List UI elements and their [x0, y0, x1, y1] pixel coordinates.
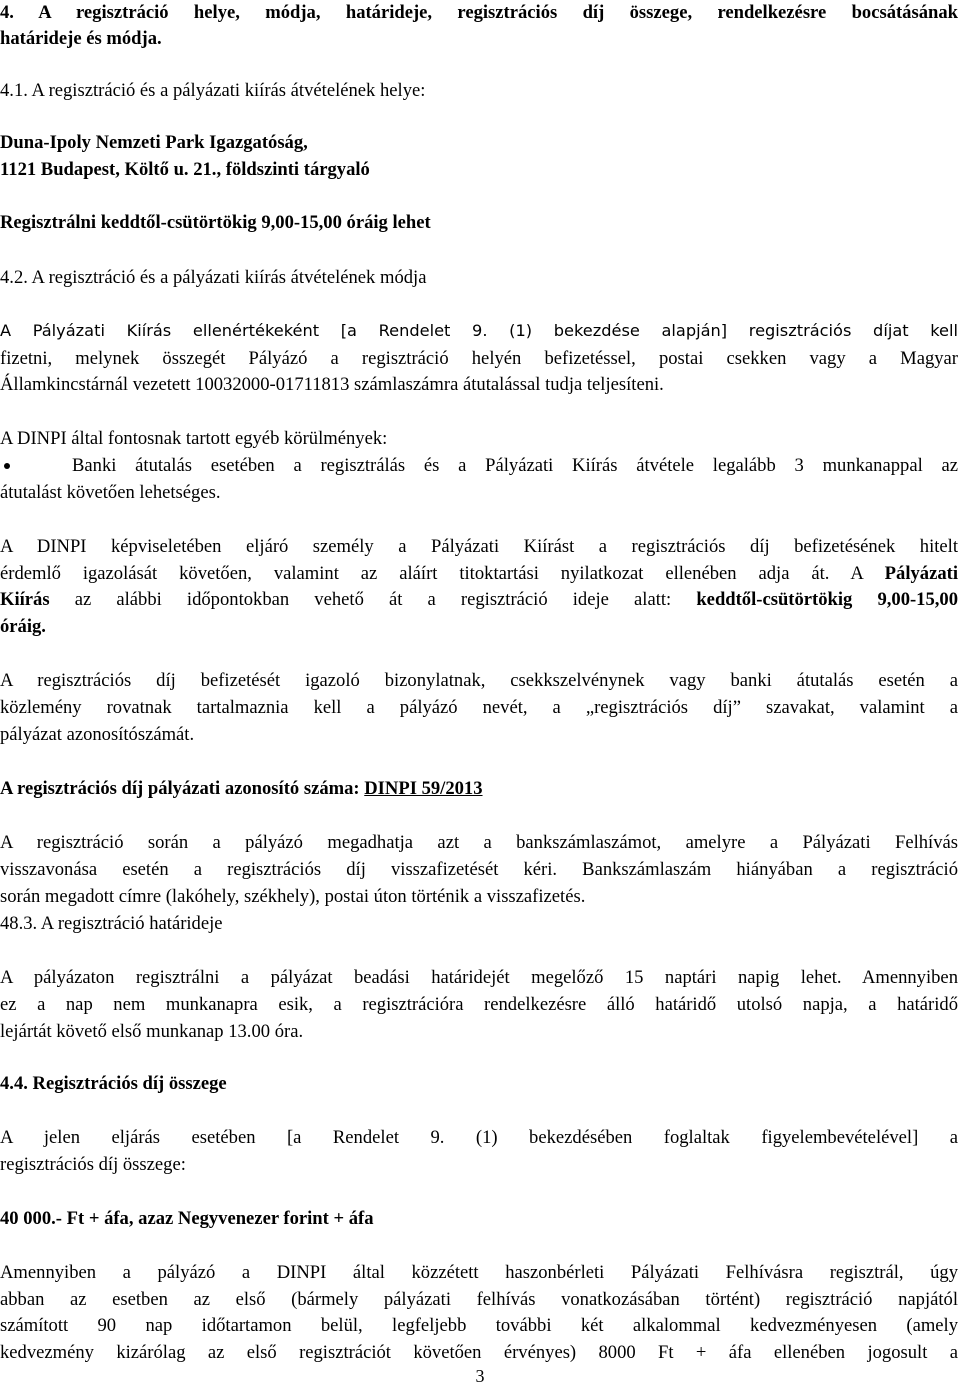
section-4-heading-line-2: határideje és módja. [0, 28, 162, 49]
fee-paragraph-line-3: Államkincstárnál vezetett 10032000-01711813 számlaszámra átutalással tudja teljesíteni. [0, 374, 664, 395]
handover-paragraph-line-3-bold: Kiírás [0, 589, 50, 610]
fee-paragraph-line-1-text: A Pályázati Kiírás ellenértékeként [a Rendelet 9. (1) bekezdése alapján] regisztrációs díjat kell [0, 321, 958, 340]
deadline-paragraph-line-3: lejártát követő első munkanap 13.00 óra. [0, 1021, 304, 1042]
fee-paragraph-line-2: fizetni, melynek összegét Pályázó a regisztráció helyén befizetéssel, postai csekken vagy a Magyar [0, 348, 958, 369]
handover-paragraph-line-1: A DINPI képviseletében eljáró személy a Pályázati Kiírást a regisztrációs díj befizetésének hitelt [0, 536, 958, 557]
fee-amount: 40 000.- Ft + áfa, azaz Negyvenezer forint + áfa [0, 1208, 374, 1229]
handover-paragraph-line-3 [0, 587, 958, 613]
organization-name: Duna-Ipoly Nemzeti Park Igazgatóság, [0, 132, 308, 153]
handover-paragraph-line-2-tail: A [850, 563, 863, 584]
proof-paragraph-line-3: pályázat azonosítószámát. [0, 724, 195, 745]
section-4-1-title: 4.1. A regisztráció és a pályázati kiírás átvételének helye: [0, 80, 426, 101]
bullet-item-text-1: Banki átutalás esetében a regisztrálás és a Pályázati Kiírás átvétele legalább 3 munkanappal az [72, 455, 958, 476]
deadline-paragraph-line-2: ez a nap nem munkanapra esik, a regisztrációra rendelkezésre álló határidő utolsó napja, a határidő [0, 994, 958, 1015]
bullet-item-line-2: átutalást követően lehetséges. [0, 482, 221, 503]
proof-paragraph-line-1: A regisztrációs díj befizetését igazoló bizonylatnak, csekkszelvénynek vagy banki átutalás esetén a [0, 670, 958, 691]
handover-paragraph-line-2-text: érdemlő igazolását követően, valamint az aláírt titoktartási nyilatkozat ellenében adja át. [0, 563, 830, 584]
section-4-heading-line-1: 4. A regisztráció helye, módja, határideje, regisztrációs díj összege, rendelkezésre bocsátásának [0, 2, 958, 23]
handover-paragraph-line-2-bold: Pályázati [884, 563, 958, 584]
important-conditions-title: A DINPI által fontosnak tartott egyéb körülmények: [0, 428, 388, 449]
fee-identifier-value: DINPI 59/2013 [364, 778, 483, 799]
handover-paragraph-line-2 [0, 561, 958, 587]
fee-amount-paragraph-line-1: A jelen eljárás esetében [a Rendelet 9. (1) bekezdésében foglaltak figyelembevételével] a [0, 1127, 958, 1148]
page-number: 3 [475, 1366, 485, 1386]
deadline-paragraph-line-1: A pályázaton regisztrálni a pályázat beadási határidejét megelőző 15 naptári napig lehet. Amennyiben [0, 967, 958, 988]
proof-paragraph-line-2: közlemény rovatnak tartalmaznia kell a pályázó nevét, a „regisztrációs díj” szavakat, valamint a [0, 697, 958, 718]
discount-paragraph-line-3: számított 90 nap időtartamon belül, legfeljebb további két alkalommal kedvezményesen (amely [0, 1315, 958, 1336]
refund-paragraph-line-1: A regisztráció során a pályázó megadhatja azt a bankszámlaszámot, amelyre a Pályázati Felhívás [0, 832, 958, 853]
handover-hours: keddtől-csütörtökig 9,00-15,00 [696, 589, 959, 610]
bullet-icon [4, 463, 10, 469]
fee-amount-paragraph-line-2: regisztrációs díj összege: [0, 1154, 186, 1175]
handover-paragraph-line-4: óráig. [0, 616, 46, 637]
organization-address: 1121 Budapest, Költő u. 21., földszinti tárgyaló [0, 159, 370, 180]
fee-identifier-label: A regisztrációs díj pályázati azonosító száma: [0, 778, 365, 799]
registration-hours: Regisztrálni keddtől-csütörtökig 9,00-15,00 óráig lehet [0, 212, 431, 233]
section-4-3-title: 48.3. A regisztráció határideje [0, 913, 223, 934]
discount-paragraph-line-2: abban az esetben az első (bármely pályázati felhívás vonatkozásában történt) regisztráció napjától [0, 1289, 958, 1310]
refund-paragraph-line-3: során megadott címre (lakóhely, székhely), postai úton történik a visszafizetés. [0, 886, 586, 907]
discount-paragraph-line-1: Amennyiben a pályázó a DINPI által közzétett haszonbérleti Pályázati Felhívásra regisztrál, úgy [0, 1262, 958, 1283]
section-4-4-title: 4.4. Regisztrációs díj összege [0, 1073, 227, 1094]
fee-paragraph-line-1 [0, 318, 958, 344]
section-4-2-title: 4.2. A regisztráció és a pályázati kiírás átvételének módja [0, 267, 427, 288]
fee-identifier [0, 776, 958, 802]
handover-paragraph-line-3-text: az alábbi időpontokban vehető át a regisztráció ideje alatt: [74, 589, 672, 610]
refund-paragraph-line-2: visszavonása esetén a regisztrációs díj visszafizetését kéri. Bankszámlaszám hiányában a regisztráció [0, 859, 958, 880]
discount-paragraph-line-4: kedvezmény kizárólag az első regisztrációt követően érvényes) 8000 Ft + áfa ellenében jogosult a [0, 1342, 958, 1363]
